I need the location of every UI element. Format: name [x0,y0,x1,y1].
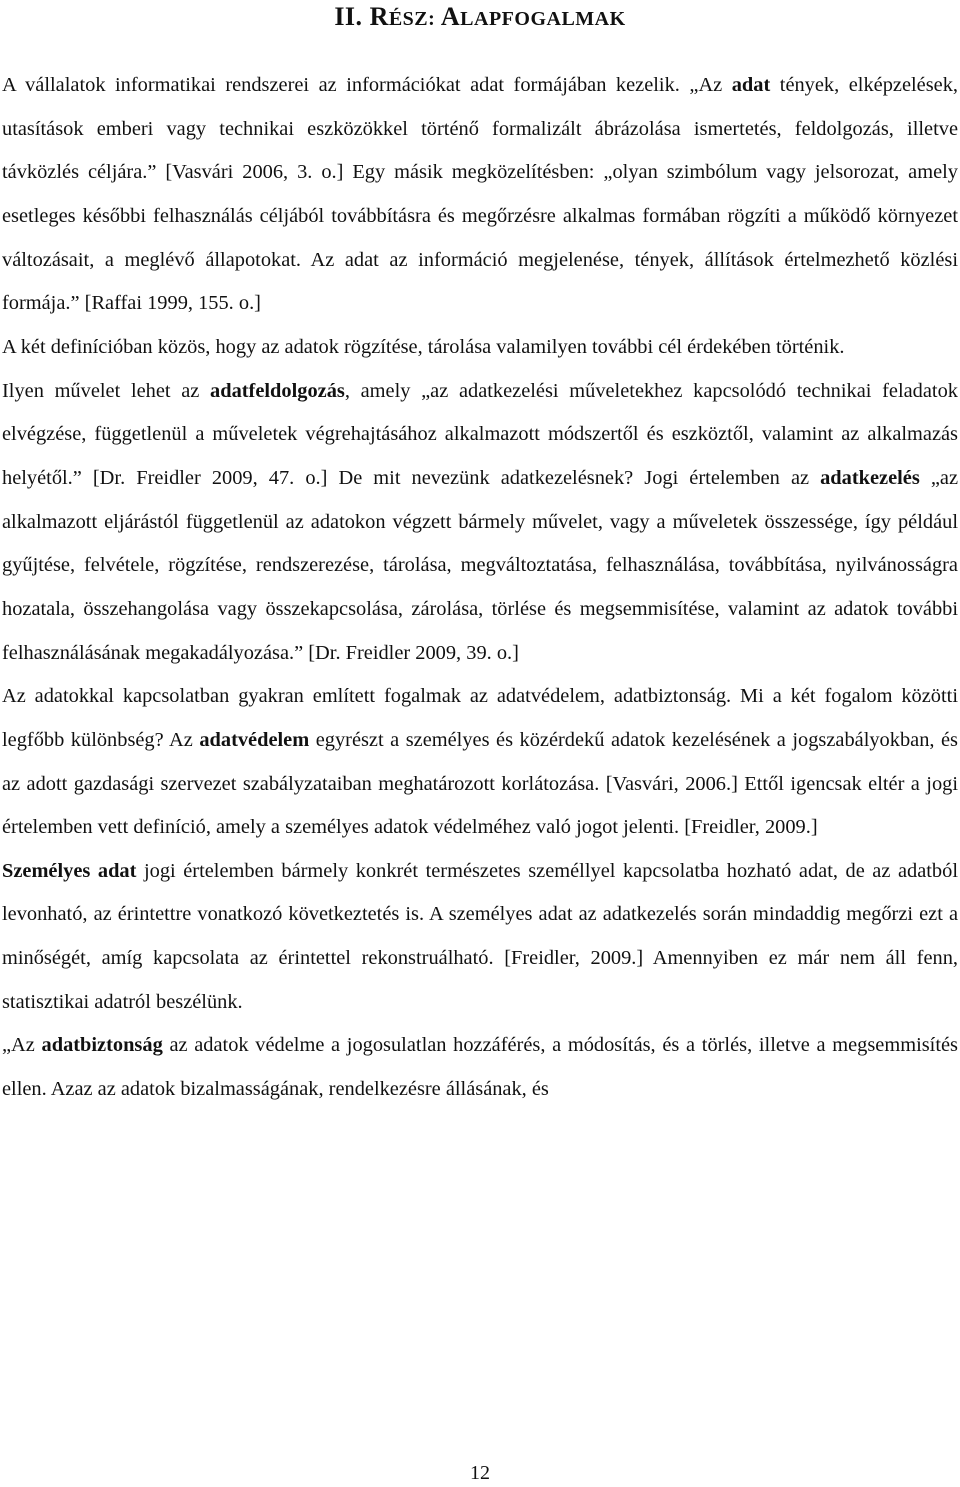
heading-word-rest: ÉSZ: [388,8,436,30]
paragraph-adat-definition [2,64,958,326]
paragraph-adatbiztonsag [2,1024,958,1111]
term-adat: adat [731,74,771,96]
text-run: Az adatokkal kapcsolatban gyakran említett fogalmak az adatvédelem, adatbiztonság. Mi a két fogalom közötti legfőbb különbség? Az [2,685,958,751]
text-run: A vállalatok informatikai rendszerei az információkat adat formájában kezelik. „Az [2,74,732,96]
text-run: „az alkalmazott eljárástól függetlenül az adatokon végzett bármely művelet, vagy a műveletek összessége, így például gyűjtése, felvétele, rögzítése, rendszerezése, tárolása, megváltoztatása, felhasználása, továbbítása, nyilvánosságra hozatala, összehangolása vagy összekapcsolása, zárolása, törlése és megsemmisítése, valamint az adatok további felhasználásának megakadályozása.” [Dr. Freidler 2009, 39. o.] [2,466,958,664]
text-run: jogi értelemben bármely konkrét természetes személlyel kapcsolatba hozható adat, de az adatból levonható, az érintettre vonatkozó következtetés is. A személyes adat az adatkezelés során mindaddig megőrzi ezt a minőségét, amíg kapcsolata az érintettel rekonstruálható. [Freidler, 2009.] Amennyiben ez már nem áll fenn, statisztikai adatról beszélünk. [2,859,958,1013]
paragraph-common [2,326,958,370]
paragraph-adatvedelem [2,675,958,850]
page-number: 12 [470,1462,490,1484]
text-run: egyrészt a személyes és közérdekű adatok kezelésének a jogszabályokban, és az adott gazdasági szervezet szabályzataiban meghatározott korlátozása. [Vasvári, 2006.] Ettől igencsak eltér a jogi értelemben vett definíció, amely a személyes adatok védelméhez való jogot jelenti. [Freidler, 2009.] [2,728,958,839]
text-run: „Az [2,1034,42,1057]
text-run: tények, elképzelések, utasítások emberi vagy technikai eszközökkel történő formalizált ábrázolása ismertetés, feldolgozás, illetve távközlés céljára.” [Vasvári 2006, 3. o.] Egy másik megközelítésben: „olyan szimbólum vagy jelsorozat, amely esetleges későbbi felhasználás céljából továbbításra és megőrzésre alkalmas formában rögzíti a működő környezet változásait, a meglévő állapotokat. Az adat az információ megjelenése, tények, állítások értelmezhető közlési formája.” [Raffai 1999, 155. o.] [2,74,958,315]
term-szemelyes-adat: Személyes adat [2,859,137,882]
term-adatbiztonsag: adatbiztonság [41,1034,163,1057]
text-run: az adatok védelme a jogosulatlan hozzáférés, a módosítás, és a törlés, illetve a megsemmisítés ellen. Azaz az adatok bizalmasságának, rendelkezésre állásának, és [2,1034,958,1101]
text-run: , amely „az adatkezelési műveletekhez kapcsolódó technikai feladatok elvégzése, függetlenül a műveletek végrehajtásához alkalmazott módszertől és eszköztől, valamint az alkalmazás helyétől.” [Dr. Freidler 2009, 47. o.] De mit nevezünk adatkezelésnek? Jogi értelemben az [2,379,958,489]
section-heading [0,0,960,36]
heading-word-initial: A [440,2,461,31]
heading-word-rest: LAPFOGALMAK [460,8,626,30]
paragraph-adatfeldolgozas [2,370,958,676]
text-run: A két definícióban közös, hogy az adatok rögzítése, tárolása valamilyen további cél érdekében történik. [2,335,845,358]
term-adatfeldolgozas: adatfeldolgozás [210,379,345,402]
heading-number: II. [334,2,363,31]
term-adatvedelem: adatvédelem [199,728,310,751]
text-run: Ilyen művelet lehet az [2,379,211,402]
term-adatkezeles: adatkezelés [820,466,920,489]
heading-word-initial: R [369,2,389,31]
paragraph-szemelyes-adat [2,850,958,1025]
body-text [2,64,958,1112]
